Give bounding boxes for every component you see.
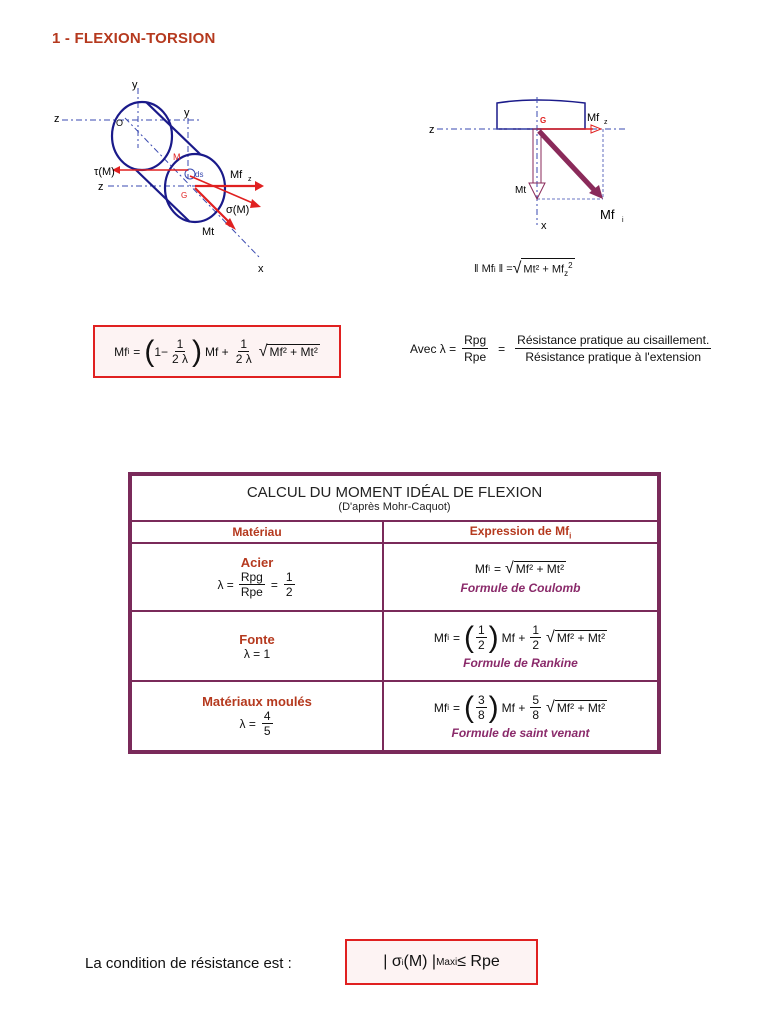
material-name: Fonte: [239, 631, 275, 647]
label-o: O: [116, 118, 124, 128]
table-title-cell: [131, 475, 658, 521]
label-z: z: [429, 124, 435, 136]
label-z-left: z: [54, 113, 60, 125]
label-mfz-sub: z: [248, 176, 252, 183]
ideal-moment-formula: Mf i = ( 1− $\frac{1}{2 \lambda}$ ) Mf + $\frac{1}{2 \lambda}$ √ Mf² + Mt²: [93, 325, 341, 378]
table-title: CALCUL DU MOMENT IDÉAL DE FLEXION: [246, 483, 543, 501]
table-row: [131, 681, 658, 751]
label-g: G: [540, 116, 547, 125]
label-y-top: y: [132, 79, 138, 91]
condition-text: La condition de résistance est :: [85, 955, 292, 972]
ideal-moment-table: [128, 472, 661, 754]
page-title: 1 - FLEXION-TORSION: [52, 30, 216, 47]
label-x: x: [258, 263, 264, 275]
label-x: x: [541, 220, 547, 232]
label-mt: Mt: [515, 185, 527, 196]
expression: Mf i = ( $\frac{1}{2}$ ) Mf + $\frac{1}{2}$ √ Mf² + Mt²: [433, 620, 606, 654]
header-expression: Expression de $Mf_i$: [383, 521, 658, 543]
lambda-value: λ = 1: [243, 646, 271, 661]
label-mfz: Mf: [587, 112, 600, 124]
label-tau: τ(M): [94, 166, 115, 178]
table-subtitle: (D'après Mohr-Caquot): [338, 500, 451, 513]
label-mfz: Mf: [230, 169, 243, 181]
label-sigma: σ(M): [226, 204, 250, 216]
label-mfi: Mf: [600, 207, 615, 222]
label-z-mid: z: [98, 181, 104, 193]
condition-formula: | σ i (M) | Maxi ≤ Rpe: [345, 939, 538, 985]
label-g: G: [181, 191, 188, 200]
header-material: Matériau: [131, 521, 383, 543]
material-name: Matériaux moulés: [202, 694, 312, 709]
table-row: [131, 611, 658, 681]
formula-name: Formule de Rankine: [463, 655, 578, 670]
formula-name: Formule de saint venant: [451, 725, 590, 740]
label-y-mid: y: [184, 107, 190, 119]
lambda-value: λ = $\frac{\text{Rpg}}{\text{Rpe}}$ = $\frac{1}{2}$: [217, 570, 293, 599]
flexion-torsion-diagram: [50, 78, 290, 278]
label-mfi-sub: i: [622, 217, 624, 224]
label-mt: Mt: [202, 226, 215, 238]
norm-equation: ‖ Mf i ‖ = √ $Mt^2 + Mf_z^2$: [474, 258, 575, 281]
table-row: [131, 543, 658, 611]
expression: Mf i = ( $\frac{3}{8}$ ) Mf + $\frac{5}{8}$ √ Mf² + Mt²: [433, 690, 606, 724]
mfi-arrow: [539, 131, 597, 193]
mfz-arrowhead: [255, 181, 264, 191]
moment-vector-diagram: [425, 95, 635, 235]
sigma-arrowhead: [250, 199, 261, 208]
axis-x: [125, 118, 260, 258]
lambda-value: λ = $\frac{4}{5}$: [239, 709, 271, 738]
cylinder-edge-top: [146, 102, 200, 154]
material-name: Acier: [240, 555, 274, 570]
expression: Mf i = √ Mf² + Mt²: [474, 559, 565, 577]
label-m: M: [173, 152, 181, 162]
lambda-definition: Avec λ = $\frac{\text{Rpg}}{\text{Rpe}}$ = $\frac{\text{Résistance pratique au cisaillement.}}{\text{Résistance pratique à l'extension}}$: [410, 333, 710, 364]
label-ds: ds: [195, 170, 204, 179]
formula-name: Formule de Coulomb: [460, 580, 581, 595]
label-mfz-sub: z: [604, 119, 608, 126]
